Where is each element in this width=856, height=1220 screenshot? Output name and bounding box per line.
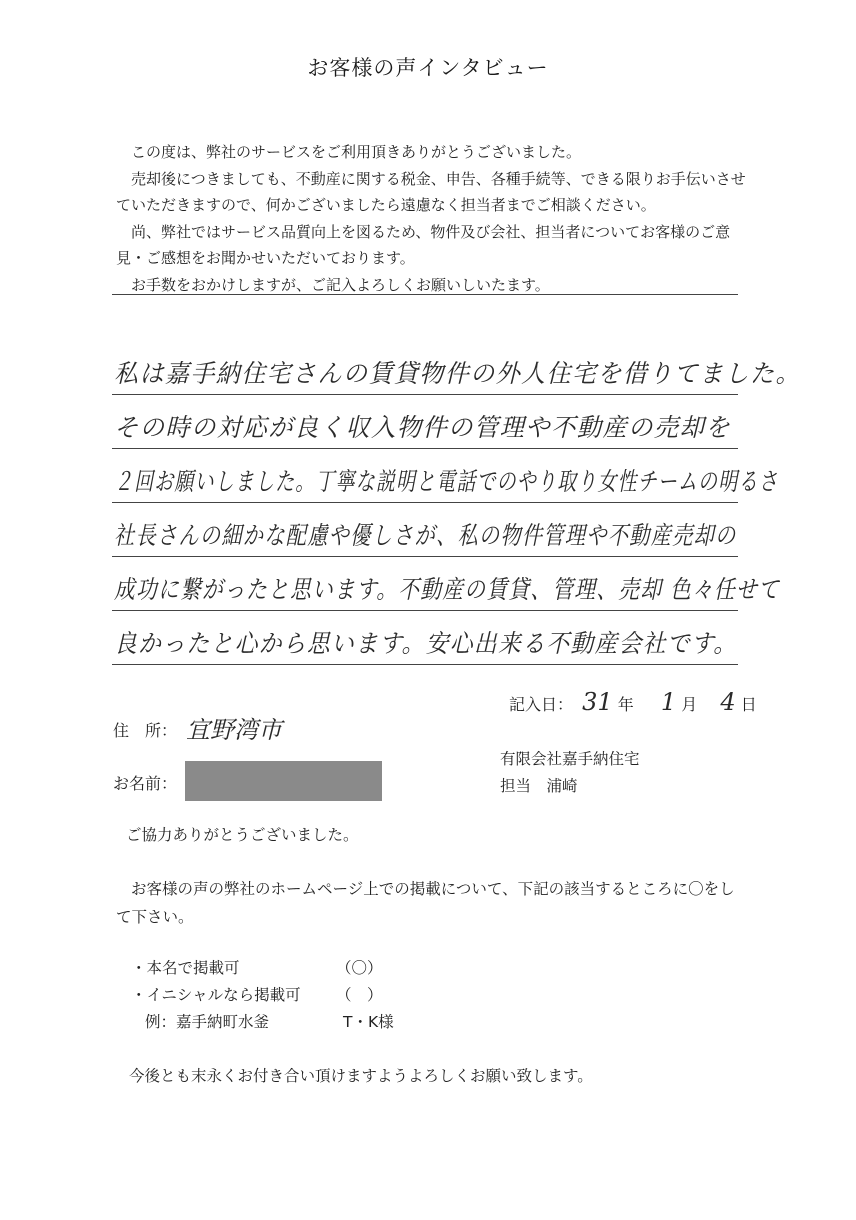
handwritten-line-3: ２回お願いしました。丁寧な説明と電話でのやり取り女性チームの明るさ — [114, 467, 779, 496]
name-label: お名前： — [113, 774, 178, 793]
company-name: 有限会社嘉手納住宅 — [500, 750, 640, 768]
year-unit: 年 — [617, 695, 634, 714]
intro-text — [116, 139, 746, 299]
month-unit: 月 — [681, 695, 698, 714]
comment-line — [112, 560, 781, 611]
handwritten-line-2: その時の対応が良く収入物件の管理や不動産の売却を — [114, 413, 731, 442]
company-info — [500, 746, 640, 800]
intro-paragraph-2: 売却後につきましても、不動産に関する税金、申告、各種手続等、できる限りお手伝いさせていただきますので、何かございましたら遠慮なく担当者までご相談ください。 — [116, 169, 746, 215]
comment-line — [112, 614, 738, 665]
entry-date — [509, 688, 757, 716]
comment-line — [112, 506, 738, 557]
comment-rule-top — [112, 294, 738, 295]
handwritten-line-4: 社長さんの細かな配慮や優しさが、私の物件管理や不動産売却の — [114, 521, 737, 550]
page-title: お客様の声インタビュー — [307, 56, 549, 80]
comment-line — [112, 344, 801, 395]
intro-paragraph-4: お手数をおかけしますが、ご記入よろしくお願いしいたます。 — [131, 275, 550, 294]
address-label: 住 所： — [113, 721, 178, 740]
publication-note: お客様の声の弊社のホームページ上での掲載について、下記の該当するところに〇をして下さい。 — [116, 880, 735, 926]
date-day-value: 4 — [720, 688, 736, 716]
address-value: 宜野湾市 — [186, 716, 282, 744]
example-value: T・K様 — [343, 1013, 394, 1031]
option-real-name-label: ・本名で掲載可 — [131, 959, 240, 977]
handwritten-line-6: 良かったと心から思います。安心出来る不動産会社です。 — [114, 629, 738, 658]
handwritten-line-5: 成功に繋がったと思います。不動産の賃貸、管理、売却 色々任せて — [114, 575, 781, 604]
intro-paragraph-1: この度は、弊社のサービスをご利用頂きありがとうございました。 — [131, 143, 582, 161]
date-year-value: 31 — [582, 688, 613, 716]
thanks-text: ご協力ありがとうございました。 — [126, 826, 359, 844]
option-initials-mark: （ ） — [336, 986, 383, 1004]
comment-line — [112, 452, 779, 503]
day-unit: 日 — [740, 695, 757, 714]
option-initials-label: ・イニシャルなら掲載可 — [131, 986, 301, 1004]
staff-name: 担当 浦崎 — [500, 777, 578, 795]
example-label: 例：嘉手納町水釜 — [145, 1013, 270, 1031]
comment-line — [112, 398, 738, 449]
closing-text: 今後とも末永くお付き合い頂けますようよろしくお願い致します。 — [129, 1067, 593, 1085]
date-month-value: 1 — [660, 688, 677, 716]
option-real-name-mark: （〇） — [336, 959, 383, 977]
handwritten-line-1: 私は嘉手納住宅さんの賃貸物件の外人住宅を借りてました。 — [114, 359, 801, 388]
redacted-name — [185, 761, 382, 801]
intro-paragraph-3: 尚、弊社ではサービス品質向上を図るため、物件及び会社、担当者についてお客様のご意見・ご感想をお聞かせいただいております。 — [116, 222, 731, 268]
date-label: 記入日： — [509, 695, 574, 714]
